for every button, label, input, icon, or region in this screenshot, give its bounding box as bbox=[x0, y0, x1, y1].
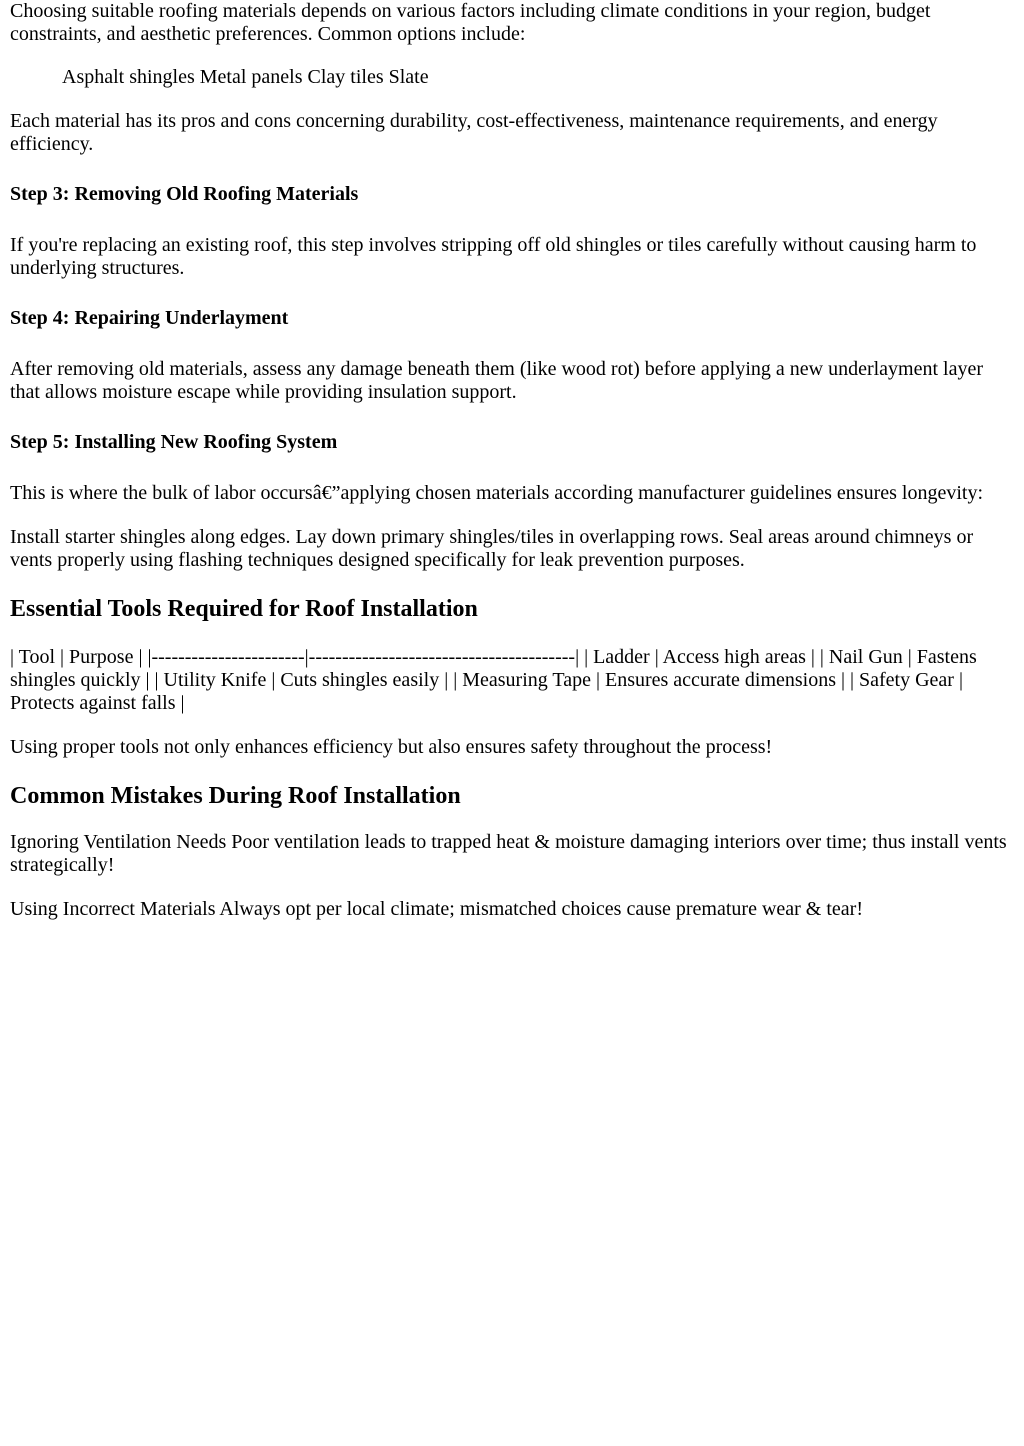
materials-summary-paragraph: Each material has its pros and cons concerning durability, cost-effectiveness, maintenance requirements, and energy efficiency. bbox=[10, 110, 938, 155]
mistake-item-ventilation: Ignoring Ventilation Needs Poor ventilation leads to trapped heat & moisture damaging interiors over time; thus install vents strategically! bbox=[10, 831, 1007, 876]
step-4-paragraph: After removing old materials, assess any damage beneath them (like wood rot) before applying a new underlayment layer that allows moisture escape while providing insulation support. bbox=[10, 358, 983, 403]
mistakes-heading: Common Mistakes During Roof Installation bbox=[10, 783, 461, 809]
tools-note: Using proper tools not only enhances efficiency but also ensures safety throughout the process! bbox=[10, 736, 773, 758]
intro-paragraph: Choosing suitable roofing materials depends on various factors including climate conditions in your region, budget constraints, and aesthetic preferences. Common options include: bbox=[10, 0, 931, 45]
step-3-heading: Step 3: Removing Old Roofing Materials bbox=[10, 183, 359, 205]
step-3-paragraph: If you're replacing an existing roof, this step involves stripping off old shingles or tiles carefully without causing harm to underlying structures. bbox=[10, 234, 977, 279]
step-5-paragraph: This is where the bulk of labor occursâ€”applying chosen materials according manufacturer guidelines ensures longevity: bbox=[10, 482, 984, 504]
materials-list: Asphalt shingles Metal panels Clay tiles Slate bbox=[62, 66, 429, 88]
step-5-heading: Step 5: Installing New Roofing System bbox=[10, 431, 338, 453]
step-5-instructions: Install starter shingles along edges. Lay down primary shingles/tiles in overlapping rows. Seal areas around chimneys or vents properly using flashing techniques designed specifically for leak prevention purposes. bbox=[10, 526, 974, 571]
tools-heading: Essential Tools Required for Roof Installation bbox=[10, 596, 478, 622]
mistake-item-materials: Using Incorrect Materials Always opt per local climate; mismatched choices cause premature wear & tear! bbox=[10, 898, 863, 920]
tools-table-text: | Tool | Purpose | |-----------------------|----------------------------------------| | Ladder | Access high areas | | Nail Gun | Fastens shingles quickly | | Utility Knife | Cuts shingles easily | | Measuring Tape | Ensures accurate dimensions | | Safety Gear | Protects against falls | bbox=[10, 646, 977, 714]
step-4-heading: Step 4: Repairing Underlayment bbox=[10, 307, 289, 329]
